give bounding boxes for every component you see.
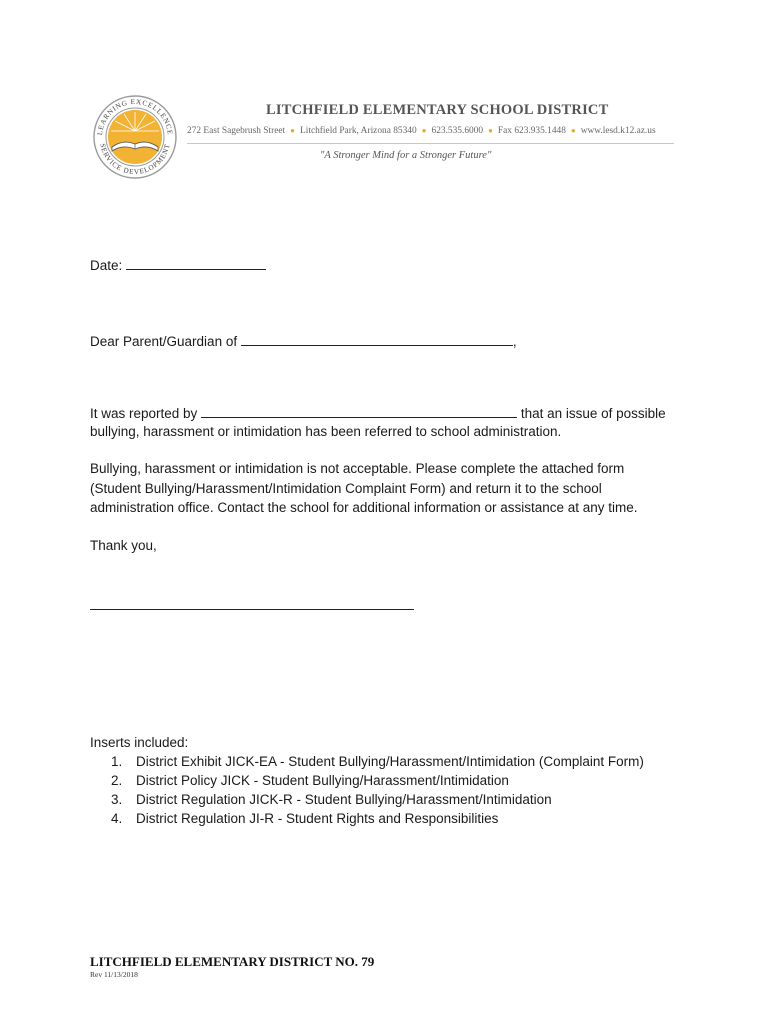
street-address: 272 East Sagebrush Street xyxy=(187,126,286,136)
list-item xyxy=(111,811,498,826)
date-line xyxy=(90,257,266,273)
list-item xyxy=(111,792,552,807)
list-item-number: 2. xyxy=(111,773,123,788)
list-item xyxy=(111,773,509,788)
header-divider xyxy=(187,143,674,144)
logo-bottom-text: SERVICE DEVELOPMENT xyxy=(98,142,172,177)
fax-number: Fax 623.935.1448 xyxy=(497,126,566,136)
date-label: Date: xyxy=(90,258,123,273)
logo-top-text: LEARNING EXCELLENCE xyxy=(95,97,175,136)
signature-blank-field[interactable] xyxy=(90,609,414,610)
phone-number: 623.535.6000 xyxy=(431,126,484,136)
list-item-text: District Policy JICK - Student Bullying/Harassment/Intimidation xyxy=(136,773,509,788)
reporter-blank-field[interactable] xyxy=(201,405,517,418)
list-item-number: 1. xyxy=(111,754,123,769)
paragraph-2-line-3: administration office. Contact the school for additional information or assistance at any time. xyxy=(90,500,638,515)
district-logo xyxy=(90,93,180,179)
revision-date: Rev 11/13/2018 xyxy=(90,970,138,979)
bullet-separator: ● xyxy=(570,126,576,135)
inserts-heading: Inserts included: xyxy=(90,735,189,750)
salutation-label: Dear Parent/Guardian of xyxy=(90,334,238,349)
district-motto: "A Stronger Mind for a Stronger Future" xyxy=(320,150,492,161)
address-line xyxy=(187,126,677,136)
reported-line xyxy=(90,405,666,421)
list-item-number: 3. xyxy=(111,792,123,807)
city-address: Litchfield Park, Arizona 85340 xyxy=(300,126,417,136)
paragraph-2-line-1: Bullying, harassment or intimidation is not acceptable. Please complete the attached form xyxy=(90,461,625,476)
list-item-text: District Regulation JICK-R - Student Bullying/Harassment/Intimidation xyxy=(136,792,552,807)
date-blank-field[interactable] xyxy=(126,257,266,270)
list-item-text: District Exhibit JICK-EA - Student Bullying/Harassment/Intimidation (Complaint Form) xyxy=(136,754,644,769)
closing-text: Thank you, xyxy=(90,538,157,553)
salutation-line xyxy=(90,333,517,349)
salutation-comma: , xyxy=(512,334,517,349)
paragraph-2-line-2: (Student Bullying/Harassment/Intimidation Complaint Form) and return it to the school xyxy=(90,481,602,496)
reported-line-2: bullying, harassment or intimidation has been referred to school administration. xyxy=(90,424,562,439)
bullet-separator: ● xyxy=(421,126,427,135)
district-title: LITCHFIELD ELEMENTARY SCHOOL DISTRICT xyxy=(266,102,609,118)
list-item-number: 4. xyxy=(111,811,123,826)
reported-suffix: that an issue of possible xyxy=(520,406,666,421)
list-item xyxy=(111,754,644,769)
bullet-separator: ● xyxy=(488,126,493,135)
list-item-text: District Regulation JI-R - Student Rights and Responsibilities xyxy=(136,811,499,826)
reported-label: It was reported by xyxy=(90,406,198,421)
bullet-separator: ● xyxy=(290,126,296,135)
student-name-blank-field[interactable] xyxy=(241,333,513,346)
website-url: www.lesd.k12.az.us xyxy=(580,126,656,136)
footer-district-name: LITCHFIELD ELEMENTARY DISTRICT NO. 79 xyxy=(90,954,375,969)
